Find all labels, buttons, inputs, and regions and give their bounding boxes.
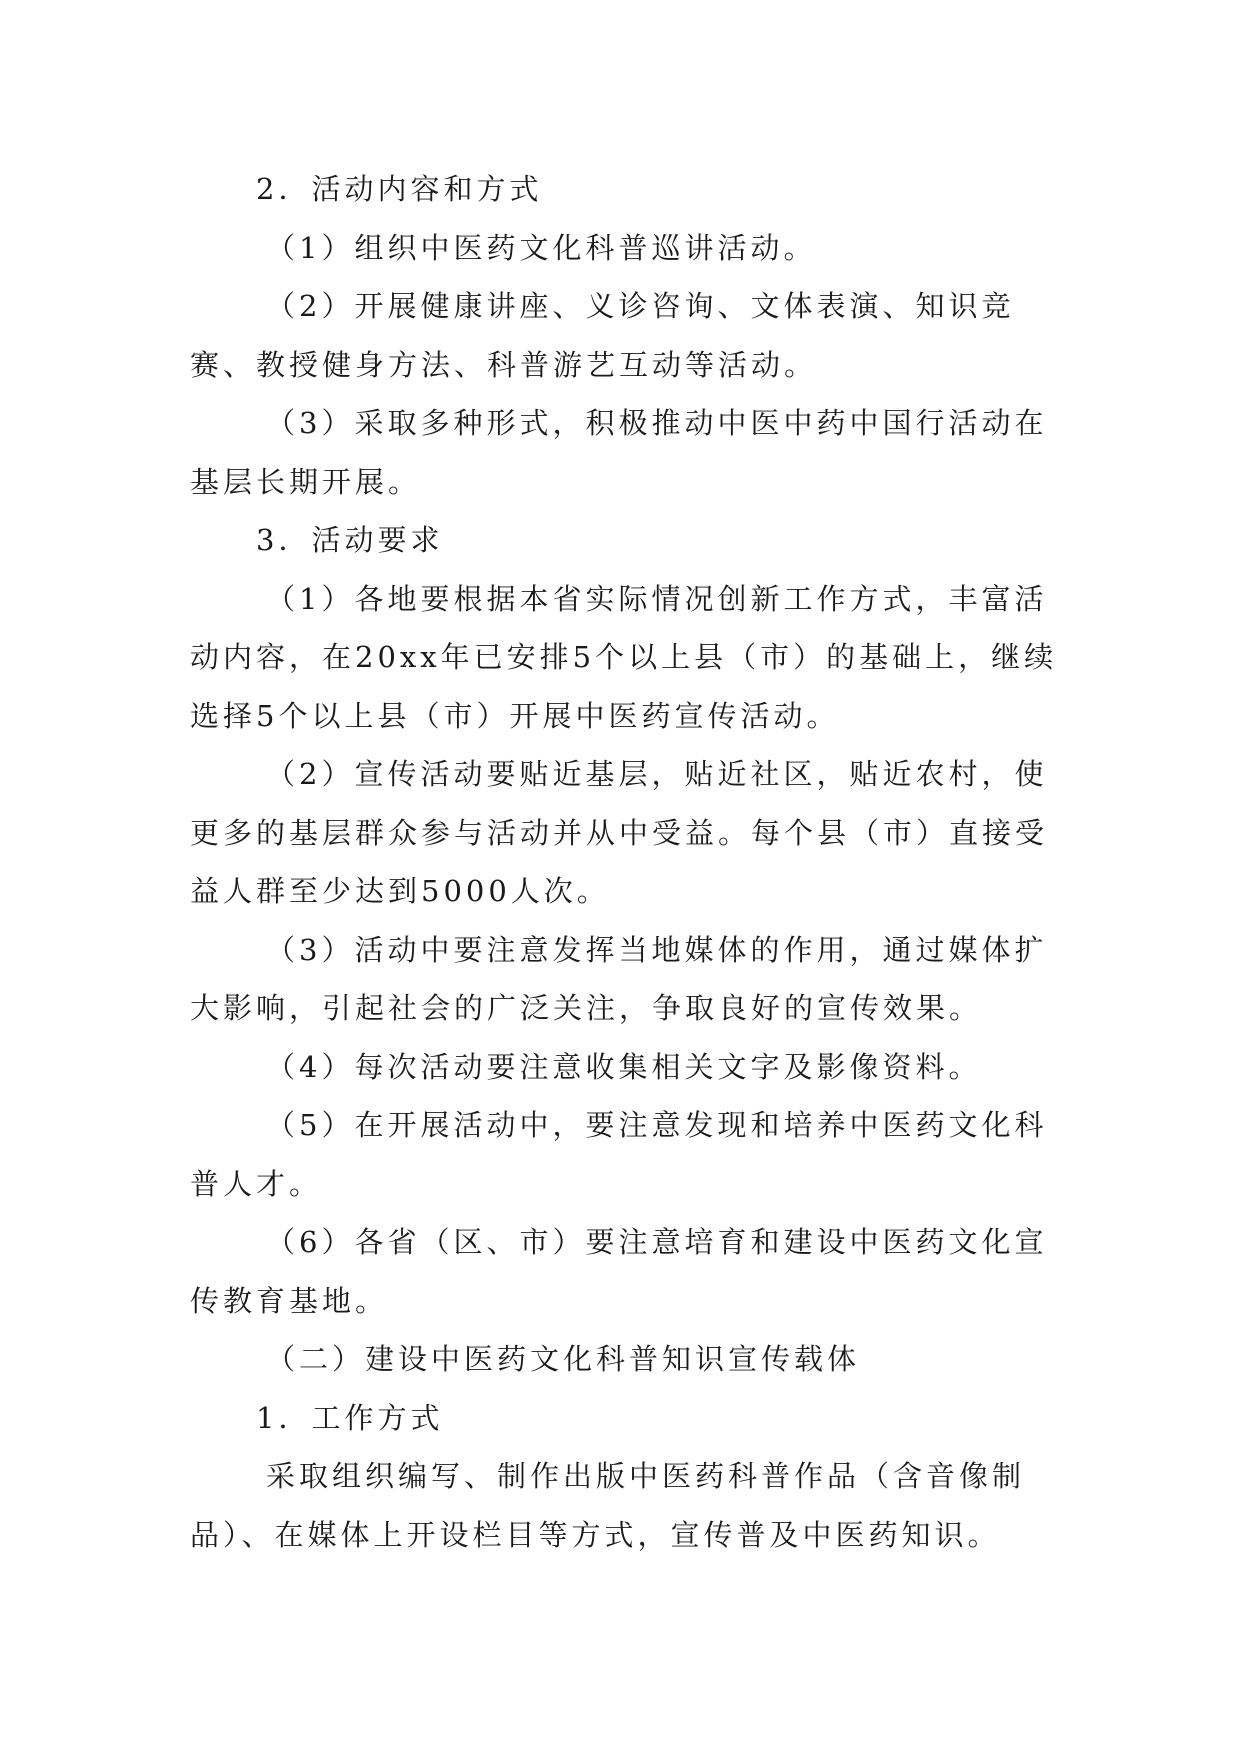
section-heading-activity-requirements: 3．活动要求 [256,523,444,557]
paragraph-item: （2）宣传活动要贴近基层，贴近社区，贴近农村，使更多的基层群众参与活动并从中受益。每个县（市）直接受益人群至少达到5000人次。 [190,757,1049,908]
paragraph-item: （5）在开展活动中，要注意发现和培养中医药文化科普人才。 [190,1108,1048,1201]
paragraph-item: （3）活动中要注意发挥当地媒体的作用，通过媒体扩大影响，引起社会的广泛关注，争取良好的宣传效果。 [190,932,1048,1025]
section-heading-work-method: 1．工作方式 [256,1400,444,1435]
paragraph-item: （1）组织中医药文化科普巡讲活动。 [266,230,817,265]
paragraph-item: （6）各省（区、市）要注意培育和建设中医药文化宣传教育基地。 [190,1225,1048,1318]
section-heading-activity-content: 2．活动内容和方式 [256,172,543,206]
subsection-heading-carriers: （二）建设中医药文化科普知识宣传载体 [266,1342,861,1376]
paragraph-item: （2）开展健康讲座、义诊咨询、文体表演、知识竞赛、教授健身方法、科普游艺互动等活动。 [190,289,1015,382]
paragraph-item: 采取组织编写、制作出版中医药科普作品（含音像制品）、在媒体上开设栏目等方式，宣传普及中医药知识。 [190,1459,1026,1552]
paragraph-item: （1）各地要根据本省实际情况创新工作方式，丰富活动内容，在20xx年已安排5个以上县（市）的基础上，继续选择5个以上县（市）开展中医药宣传活动。 [190,581,1058,733]
paragraph-item: （4）每次活动要注意收集相关文字及影像资料。 [266,1049,982,1084]
document-body [190,160,1070,1564]
paragraph-item: （3）采取多种形式，积极推动中医中药中国行活动在基层长期开展。 [190,406,1048,499]
